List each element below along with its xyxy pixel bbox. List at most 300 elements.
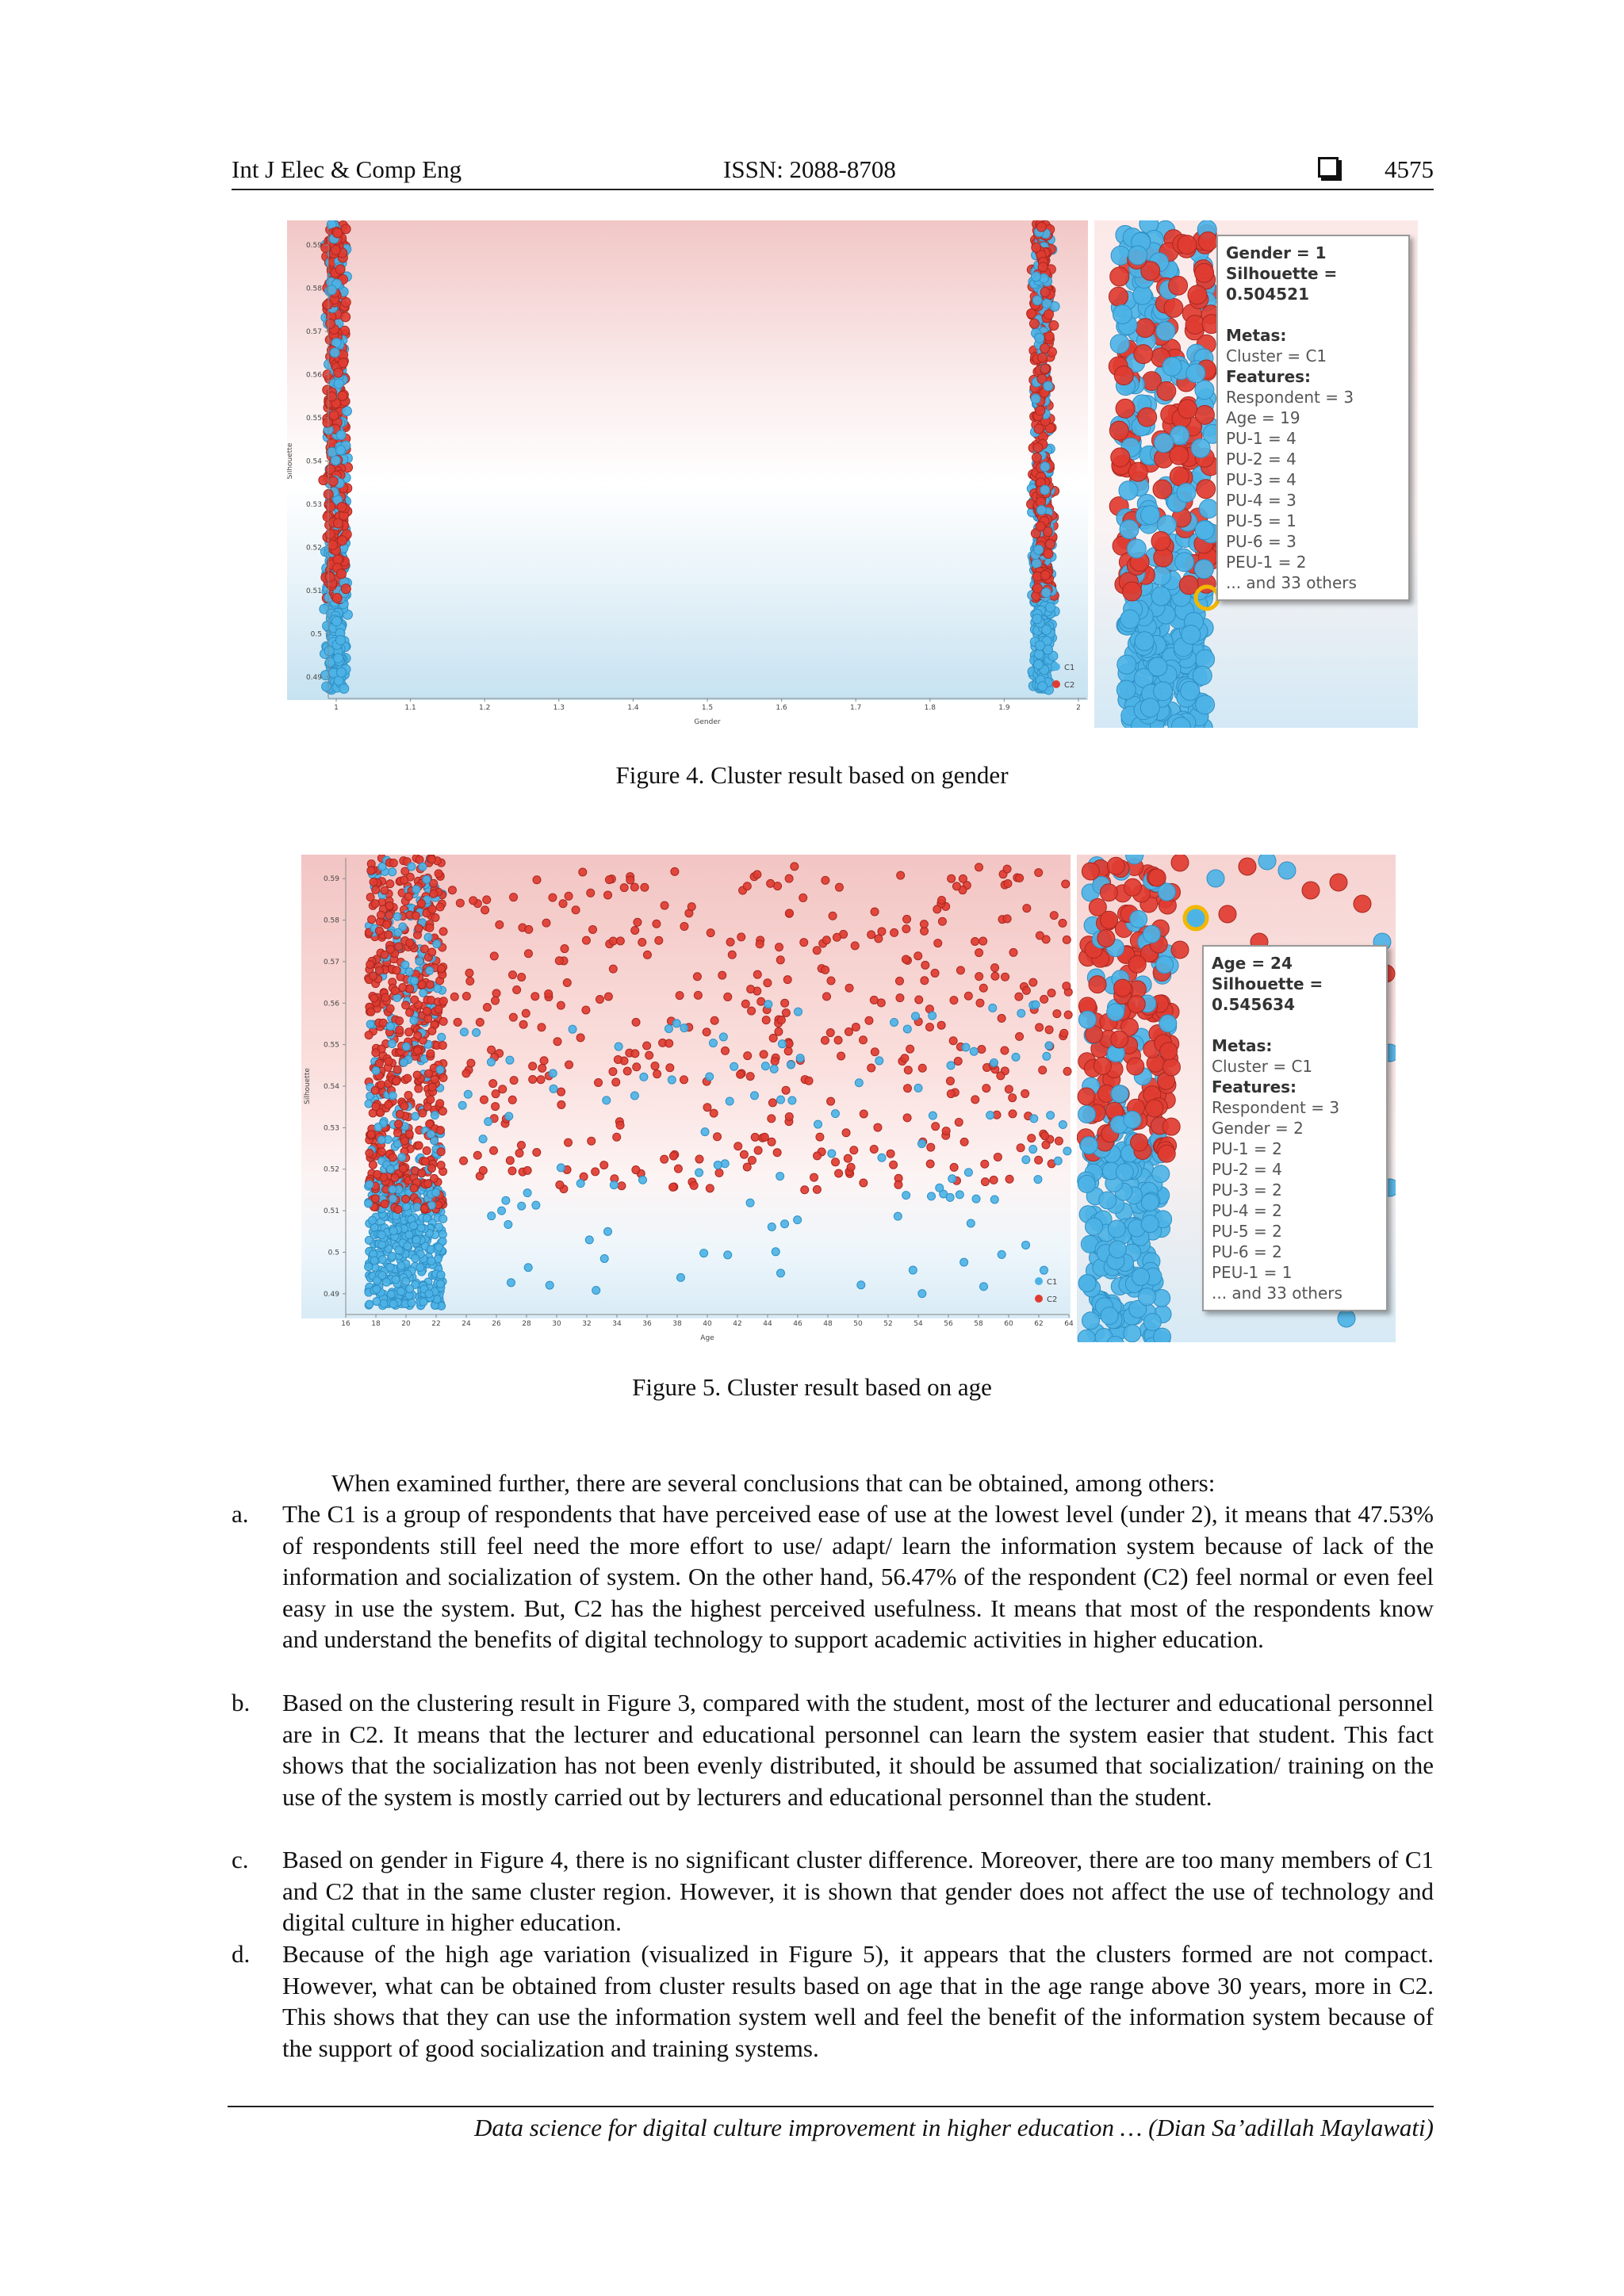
page-number: 4575 [1385, 155, 1434, 183]
tooltip-feature: PU-2 = 4 [1212, 1160, 1282, 1179]
c2-point [837, 1052, 845, 1060]
c1-point [768, 1223, 776, 1230]
c2-point [582, 936, 590, 944]
c2-point [950, 997, 958, 1004]
c2-point [1171, 855, 1189, 871]
c1-point [1085, 1218, 1102, 1235]
c2-point [533, 1149, 541, 1157]
c2-point [420, 1204, 428, 1212]
c2-point [1036, 1024, 1044, 1031]
c1-point [402, 1043, 410, 1050]
c2-point [1114, 366, 1133, 385]
c1-point [1196, 695, 1215, 714]
tooltip-silhouette: Silhouette = 0.504521 [1226, 264, 1338, 304]
figure5-zoom-panel [1077, 855, 1396, 1342]
c2-point [1100, 884, 1117, 901]
figure5-tooltip [1202, 945, 1388, 1311]
c1-point [1140, 698, 1159, 718]
c1-point [1182, 625, 1201, 644]
c2-point [674, 1165, 682, 1173]
c2-point [414, 1031, 422, 1039]
c2-point [991, 972, 999, 980]
c2-point [868, 931, 875, 939]
c2-point [946, 1077, 954, 1085]
c2-point [565, 1138, 573, 1146]
c2-point [439, 997, 447, 1005]
x-tick-label: 36 [642, 1320, 652, 1328]
c2-point [559, 900, 567, 908]
list-item-text: Based on gender in Figure 4, there is no significant cluster difference. Moreover, there are too many members of C1 and C2 that in the same cluster region. However, it is shown that gender does not affect the use of technology and digital culture in higher education. [282, 1846, 1434, 1937]
c2-point [339, 358, 348, 368]
footer-rule [228, 2106, 1434, 2107]
c1-point [413, 1203, 421, 1211]
c1-point [378, 1256, 386, 1264]
c2-point [565, 892, 573, 900]
c2-point [333, 519, 343, 528]
tooltip-feature: Respondent = 3 [1212, 1098, 1340, 1117]
c2-point [903, 1114, 911, 1122]
tooltip-more: ... and 33 others [1212, 1284, 1342, 1303]
c2-point [402, 1195, 410, 1203]
c2-point [791, 863, 799, 871]
c2-point [405, 1028, 413, 1036]
c2-point [771, 1058, 779, 1066]
c1-point [436, 1066, 444, 1073]
c2-point [671, 867, 679, 875]
c1-point [777, 1096, 785, 1104]
c1-point [365, 1263, 373, 1271]
c2-point [1158, 1145, 1175, 1162]
c1-point [948, 1175, 956, 1183]
c2-point [385, 911, 393, 919]
c1-point [374, 1123, 382, 1131]
c2-point [651, 1062, 659, 1070]
c1-point [487, 1058, 495, 1066]
c2-point [555, 957, 563, 965]
c1-point [417, 1224, 425, 1232]
page-footer: Data science for digital culture improvement in higher education … (Dian Sa’adillah Maylawati) [474, 2114, 1434, 2141]
list-item [232, 1687, 1434, 1812]
c1-point [1036, 641, 1045, 650]
c2-point [785, 909, 793, 917]
c2-point [1131, 1134, 1148, 1151]
y-tick-label: 0.55 [323, 1041, 339, 1050]
c2-point [1114, 979, 1132, 997]
c2-point [981, 1178, 989, 1186]
list-item-text: Because of the high age variation (visualized in Figure 5), it appears that the clusters formed are not compact. However, what can be obtained from cluster results based on age that in the age range above 30 years, more in C2. This shows that they can use the information system well and feel the benefit of the information system because of the support of good socialization and training systems. [282, 1940, 1434, 2062]
y-tick-label: 0.57 [305, 328, 322, 337]
tooltip-feature: Gender = 2 [1212, 1119, 1304, 1138]
c2-point [728, 951, 736, 959]
c2-point [722, 1047, 730, 1054]
c2-point [399, 983, 407, 991]
c2-point [609, 937, 617, 945]
c1-point [1141, 506, 1160, 525]
square-bullet-icon [1318, 157, 1339, 178]
c2-point [931, 969, 939, 977]
c2-point [860, 1110, 868, 1118]
c1-point [1195, 381, 1214, 400]
c2-point [377, 911, 385, 919]
x-tick-label: 50 [853, 1320, 863, 1328]
c2-point [1239, 858, 1256, 875]
c1-point [1030, 1115, 1038, 1123]
c2-point [760, 1133, 768, 1141]
c1-point [419, 989, 427, 997]
c1-point [433, 940, 441, 948]
c2-point [695, 1155, 703, 1163]
c2-point [643, 951, 651, 959]
c2-point [1032, 584, 1042, 593]
c2-point [776, 943, 783, 951]
c1-point [746, 1199, 754, 1207]
c1-point [928, 1192, 936, 1200]
c1-point [1119, 481, 1138, 500]
c1-point [330, 348, 339, 358]
c2-point [483, 1004, 491, 1012]
c1-point [695, 1169, 703, 1177]
c2-point [1022, 986, 1030, 994]
c1-point [419, 1298, 427, 1306]
c2-point [816, 1133, 824, 1141]
c2-point [680, 922, 688, 930]
c2-point [427, 1050, 435, 1058]
c1-point [814, 1120, 822, 1128]
c2-point [1045, 539, 1055, 549]
c1-point [970, 1047, 978, 1055]
c1-point [498, 1207, 506, 1215]
c2-point [1109, 421, 1128, 440]
c2-point [428, 1027, 436, 1035]
c2-point [1038, 262, 1048, 272]
c1-point [1195, 521, 1214, 540]
figure5-main-plot [301, 855, 1078, 1342]
c2-point [785, 874, 793, 882]
c2-point [338, 536, 347, 545]
c2-point [927, 1143, 935, 1151]
c2-point [385, 902, 393, 910]
c2-point [871, 908, 879, 916]
x-tick-label: 26 [492, 1320, 501, 1328]
c1-point [1186, 364, 1205, 383]
c2-point [1064, 1011, 1072, 1019]
c2-point [1160, 1043, 1178, 1060]
c2-point [587, 889, 595, 897]
page-header [232, 155, 1434, 190]
c1-point [412, 1236, 420, 1244]
c2-point [620, 884, 628, 892]
c2-point [844, 1154, 852, 1162]
c2-point [437, 1161, 445, 1169]
c2-point [1040, 995, 1048, 1003]
x-tick-label: 54 [914, 1320, 923, 1328]
c2-point [556, 1181, 564, 1188]
list-item-text: The C1 is a group of respondents that have perceived ease of use at the lowest level (under 2), it means that 47.53% of respondents still feel need the more effort to use/ adapt/ learn the information system because of lack of the information and socialization of system. On the other hand, 56.47% of the respondent (C2) feel normal or even feel easy in use the system. But, C2 has the highest perceived usefulness. It means that most of the respondents know and understand the benefits of digital technology to support academic activities in higher education. [282, 1500, 1434, 1654]
c2-point [367, 867, 375, 874]
c1-point [1107, 1004, 1124, 1021]
c1-point [1022, 1156, 1030, 1164]
c2-point [406, 985, 414, 993]
c1-point [676, 1273, 684, 1281]
c2-point [341, 584, 350, 594]
y-tick-label: 0.54 [305, 457, 322, 466]
c1-point [1130, 910, 1147, 928]
c1-point [770, 1065, 778, 1073]
c2-point [381, 993, 389, 1001]
c2-point [994, 1153, 1002, 1161]
c2-point [753, 970, 761, 978]
x-axis-label: Gender [694, 718, 721, 726]
c2-point [1330, 874, 1347, 891]
c2-point [561, 945, 569, 953]
figure4-tooltip [1216, 235, 1410, 601]
c1-point [828, 1150, 836, 1158]
c2-point [337, 503, 347, 512]
c2-point [715, 1169, 723, 1177]
tooltip-feature: PU-2 = 4 [1226, 450, 1297, 469]
c2-point [366, 960, 374, 968]
c1-point [426, 966, 434, 974]
x-tick-label: 46 [793, 1320, 802, 1328]
c2-point [436, 1100, 444, 1108]
c1-point [392, 1276, 400, 1284]
c2-point [326, 502, 335, 511]
c2-point [579, 868, 587, 876]
tooltip-silhouette: Silhouette = 0.545634 [1212, 974, 1323, 1014]
c2-point [582, 1006, 590, 1014]
c2-point [376, 966, 384, 974]
c1-point [1078, 1175, 1095, 1192]
c2-point [1016, 1032, 1024, 1040]
c2-point [386, 945, 394, 953]
c2-point [829, 912, 837, 920]
c1-point [1193, 666, 1212, 685]
c2-point [480, 1096, 488, 1104]
c2-point [832, 1158, 840, 1166]
c2-point [1198, 232, 1217, 251]
c2-point [631, 1050, 639, 1058]
c2-point [426, 924, 434, 932]
c2-point [604, 993, 612, 1001]
c2-point [754, 1146, 762, 1154]
c1-point [1113, 305, 1132, 324]
c2-point [371, 1086, 379, 1094]
c2-point [332, 593, 342, 603]
c1-point [1082, 1312, 1100, 1330]
c2-point [826, 1029, 834, 1037]
c2-point [557, 1100, 565, 1108]
c2-point [395, 1120, 403, 1128]
c1-point [1101, 1307, 1118, 1325]
c1-point [761, 1062, 769, 1070]
c2-point [368, 916, 376, 924]
c1-point [437, 1271, 445, 1279]
c2-point [1029, 319, 1039, 328]
c1-point [425, 1290, 433, 1298]
c2-point [997, 1072, 1005, 1080]
c2-point [773, 1149, 781, 1157]
c1-point [1258, 855, 1276, 870]
c2-point [538, 1064, 546, 1072]
c2-point [1034, 424, 1044, 434]
x-tick-label: 62 [1034, 1320, 1044, 1328]
c1-point [438, 1033, 446, 1041]
c2-point [1029, 978, 1037, 986]
c1-point [1152, 1165, 1170, 1183]
c2-point [549, 894, 557, 901]
c2-point [1048, 989, 1055, 997]
figure4-background [287, 220, 1088, 700]
c1-point [706, 1073, 714, 1081]
c2-point [1097, 930, 1115, 947]
c2-point [1107, 857, 1124, 874]
c2-point [632, 1018, 640, 1026]
c1-point [369, 1216, 377, 1224]
c2-point [1116, 399, 1135, 418]
c1-point [603, 1227, 611, 1235]
c2-point [479, 1166, 487, 1174]
c2-point [1009, 1110, 1017, 1118]
c2-point [431, 1075, 439, 1083]
c2-point [616, 937, 624, 945]
c2-point [661, 901, 668, 909]
c2-point [400, 876, 408, 884]
c2-point [393, 1077, 400, 1085]
c2-point [938, 896, 946, 904]
x-tick-label: 1.5 [701, 704, 714, 712]
c2-point [703, 1028, 710, 1036]
list-item-label: d. [232, 1940, 251, 1968]
c1-point [1175, 553, 1194, 572]
c2-point [1021, 1089, 1029, 1097]
x-tick-label: 20 [401, 1320, 411, 1328]
issn: ISSN: 2088-8708 [723, 155, 896, 183]
tooltip-feature: PU-4 = 2 [1212, 1201, 1282, 1220]
c2-point [834, 1036, 842, 1044]
c1-point [524, 1264, 532, 1272]
c2-point [938, 917, 946, 925]
x-tick-label: 64 [1064, 1320, 1074, 1328]
c1-point [640, 1073, 648, 1081]
c1-point [334, 379, 343, 388]
c1-point [366, 1020, 374, 1028]
c2-point [998, 1014, 1005, 1022]
c2-point [386, 1004, 394, 1012]
c2-point [1062, 880, 1070, 888]
c2-point [690, 1181, 698, 1189]
c2-point [875, 935, 883, 943]
c1-point [1120, 520, 1139, 539]
c1-point [967, 1219, 975, 1227]
c1-point [336, 430, 346, 440]
c1-point [1054, 1157, 1062, 1165]
list-item [232, 1938, 1434, 2064]
c2-point [1111, 1031, 1128, 1048]
c2-point [768, 1138, 776, 1146]
c2-point [1089, 976, 1106, 993]
c2-point [413, 1071, 421, 1079]
tooltip-metas-heading: Metas: [1226, 326, 1287, 345]
journal-name: Int J Elec & Comp Eng [232, 155, 462, 183]
x-tick-label: 58 [974, 1320, 983, 1328]
c2-point [375, 927, 383, 935]
c1-point [1041, 588, 1051, 598]
c2-point [328, 540, 338, 549]
c2-point [764, 979, 772, 987]
c1-point [402, 1277, 410, 1285]
c2-point [513, 986, 521, 994]
tooltip-feature: PU-1 = 2 [1212, 1139, 1282, 1158]
c2-point [386, 880, 394, 888]
c2-point [1162, 1118, 1180, 1135]
c1-point [1108, 1220, 1125, 1238]
c2-point [1078, 1088, 1095, 1105]
c2-point [609, 965, 617, 973]
c2-point [385, 1058, 393, 1066]
c2-point [369, 1161, 377, 1169]
c2-point [718, 971, 726, 979]
c2-point [971, 937, 979, 945]
c2-point [402, 1001, 410, 1009]
c2-point [915, 996, 923, 1004]
c2-point [694, 991, 702, 999]
c2-point [393, 1129, 401, 1137]
c2-point [488, 1046, 496, 1054]
c1-point [1078, 1275, 1096, 1292]
c2-point [481, 906, 489, 914]
c2-point [537, 1076, 545, 1084]
c2-point [1044, 331, 1054, 341]
c2-point [589, 925, 597, 933]
c1-point [332, 617, 342, 626]
c2-point [932, 1123, 940, 1131]
c2-point [333, 228, 343, 238]
y-tick-label: 0.49 [305, 673, 322, 682]
c1-point [603, 1096, 611, 1104]
c1-point [1042, 625, 1051, 634]
c2-point [508, 1096, 516, 1104]
c1-point [412, 886, 420, 894]
c1-point [401, 961, 409, 969]
c2-point [990, 1176, 998, 1184]
y-tick-label: 0.49 [323, 1290, 339, 1299]
c1-point [1162, 357, 1182, 376]
c2-point [964, 992, 972, 1000]
c2-point [538, 1024, 546, 1031]
c2-point [769, 1034, 777, 1042]
c2-point [417, 900, 425, 908]
c1-point [831, 1110, 839, 1118]
x-tick-label: 56 [944, 1320, 953, 1328]
figure4-caption: Figure 4. Cluster result based on gender [615, 761, 1009, 789]
y-tick-label: 0.59 [305, 242, 322, 251]
c2-point [782, 1086, 790, 1094]
c2-point [365, 1031, 373, 1039]
c1-point [794, 1216, 802, 1224]
c1-point [929, 1112, 936, 1119]
y-tick-label: 0.55 [305, 415, 322, 423]
c1-point [1078, 1011, 1096, 1028]
c1-point [726, 1097, 733, 1105]
c2-point [1128, 995, 1145, 1012]
c2-point [680, 1076, 688, 1084]
c2-point [1170, 446, 1189, 465]
c2-point [630, 883, 638, 891]
x-tick-label: 1.3 [553, 704, 565, 712]
c2-point [693, 973, 701, 981]
x-tick-label: 42 [733, 1320, 742, 1328]
c2-point [375, 1059, 383, 1067]
